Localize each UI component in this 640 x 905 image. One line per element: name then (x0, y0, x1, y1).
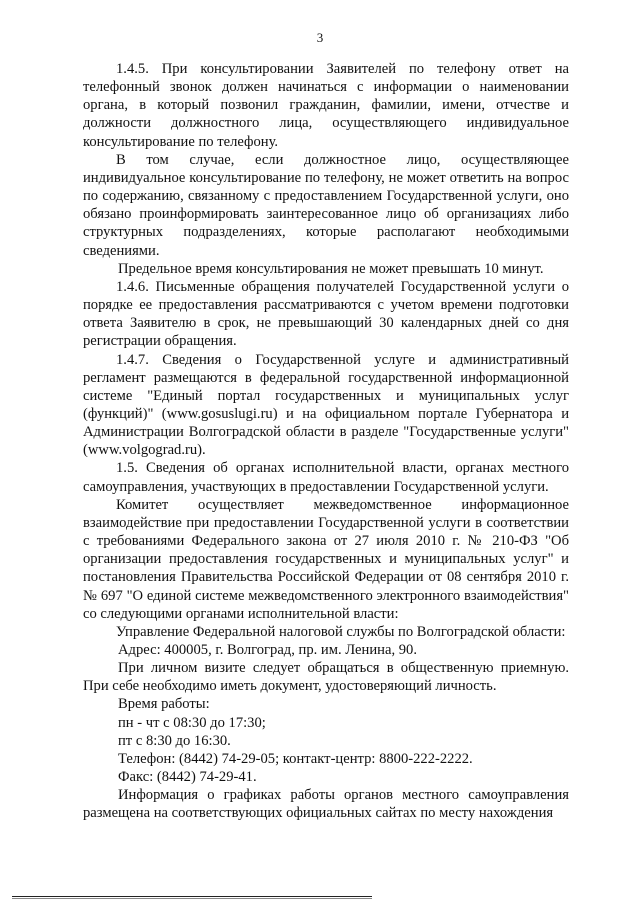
paragraph-address: Адрес: 400005, г. Волгоград, пр. им. Ленина, 90. (118, 642, 417, 658)
footer-rule-secondary (12, 898, 372, 899)
paragraph-tax-service: Управление Федеральной налоговой службы по Волгоградской области: (116, 623, 566, 640)
paragraph-phone: Телефон: (8442) 74-29-05; контакт-центр: 8800-222-2222. (118, 750, 473, 767)
paragraph-schedules-info: Информация о графиках работы органов местного самоуправления размещена на соответствующих официальных сайтах по месту нахождения (83, 787, 569, 822)
paragraph-hours-fri: пт с 8:30 до 16:30. (118, 732, 231, 749)
paragraph-1-4-7: 1.4.7. Сведения о Государственной услуге и административный регламент размещаются в федеральной государственной информационной системе "Единый портал государственных и муниципальных услуг (функций)" (www.gosuslugi.ru) и на официальном портале Губернатора и Администрации Волгоградской области в разделе "Государственные услуги" (www.volgograd.ru). (83, 351, 569, 459)
document-body (83, 60, 569, 823)
paragraph-time-limit: Предельное время консультирования не может превышать 10 минут. (118, 260, 544, 277)
paragraph-committee: Комитет осуществляет межведомственное информационное взаимодействие при предоставлении Государственной услуги в соответствии с требованиями Федерального закона от 27 июля 2010 г. № 210-ФЗ "Об организации предоставления государственных и муниципальных услуг" и постановления Правительства Российской Федерации от 08 сентября 2010 г. № 697 "О единой системе межведомственного электронного взаимодействия" со следующими органами исполнительной власти: (83, 496, 569, 622)
footer-rule (12, 896, 372, 897)
paragraph-consultation-case: В том случае, если должностное лицо, осуществляющее индивидуальное консультирование по телефону, не может ответить на вопрос по содержанию, связанному с предоставлением Государственной услуги, оно обязано проинформировать заинтересованное лицо об организациях либо структурных подразделениях, которые располагают необходимыми сведениями. (83, 151, 569, 259)
paragraph-hours-mon-thu: пн - чт с 08:30 до 17:30; (118, 714, 266, 731)
page-number: 3 (316, 30, 324, 45)
paragraph-visit: При личном визите следует обращаться в общественную приемную. При себе необходимо иметь документ, удостоверяющий личность. (83, 660, 569, 695)
paragraph-1-4-6: 1.4.6. Письменные обращения получателей Государственной услуги о порядке ее предоставления рассматриваются с учетом времени подготовки ответа Заявителю в срок, не превышающий 30 календарных дней со дня регистрации обращения. (83, 278, 569, 350)
paragraph-1-4-5: 1.4.5. При консультировании Заявителей по телефону ответ на телефонный звонок должен начинаться с информации о наименовании органа, в который позвонил гражданин, фамилии, имени, отчестве и должности должностного лица, осуществляющего индивидуальное консультирование по телефону. (83, 61, 569, 150)
paragraph-fax: Факс: (8442) 74-29-41. (118, 769, 257, 786)
paragraph-work-hours-title: Время работы: (118, 696, 210, 713)
paragraph-1-5: 1.5. Сведения об органах исполнительной власти, органах местного самоуправления, участвующих в предоставлении Государственной услуги. (83, 460, 569, 495)
